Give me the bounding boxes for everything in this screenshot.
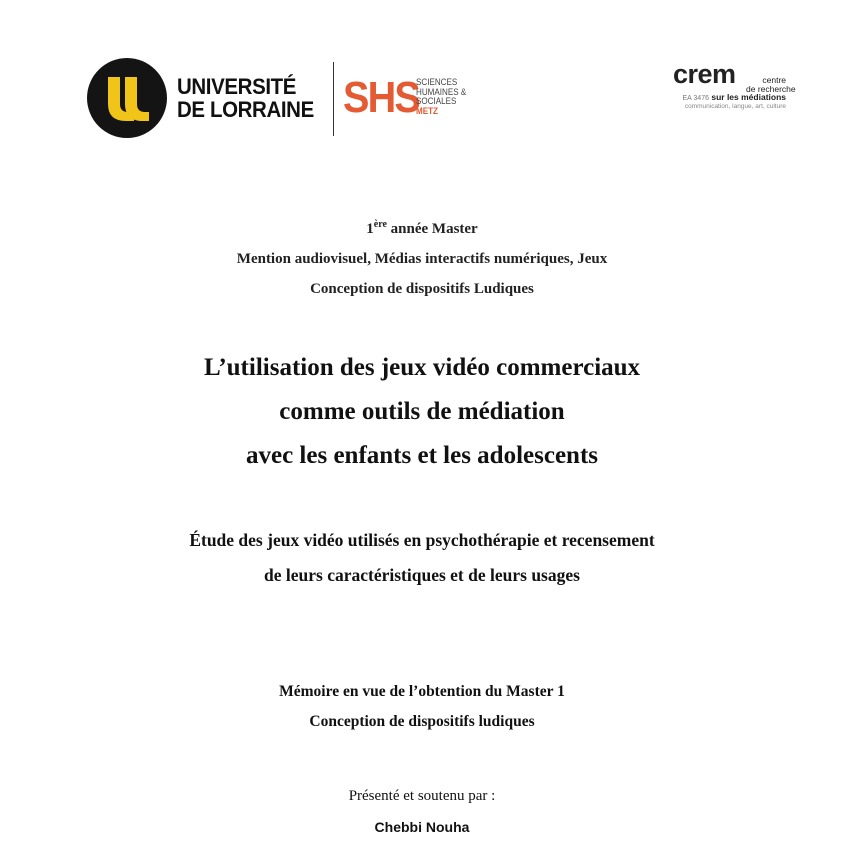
- crem-tagline-3: [676, 93, 786, 103]
- program-year-rest: année Master: [386, 221, 478, 237]
- thesis-title-line-3: avec les enfants et les adolescents: [245, 442, 598, 469]
- ul-line-2: DE LORRAINE: [177, 97, 314, 122]
- crem-tagline-top: [746, 75, 796, 94]
- program-year: [0, 214, 844, 244]
- program-specialty: Conception de dispositifs Ludiques: [310, 281, 534, 297]
- crem-tagline-3-text: sur les médiations: [711, 92, 786, 102]
- crem-tagline-1: centre: [762, 75, 786, 85]
- ul-monogram-icon: [87, 58, 167, 138]
- memoire-line-2: Conception de dispositifs ludiques: [309, 713, 535, 730]
- program-year-suffix: ère: [373, 219, 387, 230]
- thesis-title-line-2: comme outils de médiation: [279, 398, 565, 425]
- shs-line-3: SOCIALES: [416, 96, 457, 107]
- shs-line-2: HUMAINES &: [416, 86, 467, 98]
- logo-divider: [333, 62, 334, 136]
- crem-wordmark: crem: [673, 59, 736, 89]
- crem-ea-code: EA 3476: [682, 95, 709, 102]
- thesis-subtitle-line-2: de leurs caractéristiques et de leurs usages: [264, 565, 580, 585]
- shs-line-1: SCIENCES: [416, 77, 458, 88]
- universite-de-lorraine-wordmark: [177, 75, 314, 121]
- crem-tagline-2: de recherche: [746, 83, 796, 94]
- shs-city: METZ: [416, 105, 438, 117]
- thesis-title-line-1: L’utilisation des jeux vidéo commerciaux: [203, 354, 641, 381]
- shs-subtitle: [416, 78, 466, 116]
- memoire-line-1: Mémoire en vue de l’obtention du Master 1: [279, 683, 565, 700]
- crem-tagline-4: communication, langue, art, culture: [684, 103, 786, 110]
- presented-by-label: Présenté et soutenu par :: [348, 788, 496, 804]
- program-year-number: 1: [366, 221, 374, 237]
- thesis-subtitle-line-1: Étude des jeux vidéo utilisés en psychothérapie et recensement: [189, 530, 655, 550]
- universite-de-lorraine-logo: [87, 58, 327, 140]
- ul-line-1: UNIVERSITÉ: [177, 74, 297, 99]
- author-name: Chebbi Nouha: [374, 819, 470, 835]
- program-mention: Mention audiovisuel, Médias interactifs numériques, Jeux: [236, 251, 608, 267]
- shs-wordmark: SHS: [343, 73, 420, 122]
